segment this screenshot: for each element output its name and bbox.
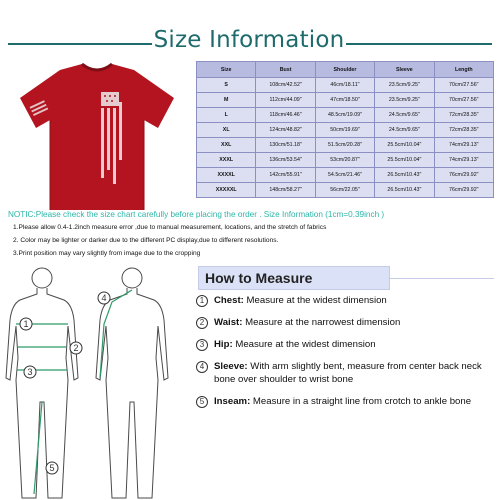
step-label: Hip: — [214, 339, 233, 350]
table-cell: 72cm/28.35" — [434, 108, 493, 123]
table-cell: 56cm/22.05" — [315, 183, 374, 198]
size-chart-table — [196, 61, 494, 198]
table-cell: 70cm/27.56" — [434, 93, 493, 108]
step-description: Measure in a straight line from crotch to ankle bone — [250, 396, 472, 407]
step-number: 5 — [196, 396, 208, 408]
table-cell: 50cm/19.69" — [315, 123, 374, 138]
step-number: 3 — [196, 339, 208, 351]
table-cell: 25.5cm/10.04" — [375, 138, 434, 153]
table-cell: 23.5cm/9.25" — [375, 93, 434, 108]
step-description: Measure at the narrowest dimension — [242, 317, 401, 328]
table-cell: 118cm/46.46" — [256, 108, 315, 123]
table-row — [197, 138, 494, 153]
table-cell: 142cm/55.91" — [256, 168, 315, 183]
table-cell: 112cm/44.09" — [256, 93, 315, 108]
table-cell: 76cm/29.92" — [434, 168, 493, 183]
table-cell: XXXXL — [197, 168, 256, 183]
table-cell: XXL — [197, 138, 256, 153]
column-header: Shoulder — [315, 62, 374, 78]
table-row — [197, 168, 494, 183]
table-cell: S — [197, 78, 256, 93]
table-cell: 53cm/20.87" — [315, 153, 374, 168]
table-cell: 70cm/27.56" — [434, 78, 493, 93]
column-header: Length — [434, 62, 493, 78]
note-measure-error: 1.Please allow 0.4-1.2inch measure error ,due to manual measurement, locations, and the stretch of fabrics — [13, 224, 327, 231]
table-cell: XL — [197, 123, 256, 138]
note-color: 2. Color may be lighter or darker due to the different PC display,due to different resolutions. — [13, 237, 279, 244]
table-cell: XXXL — [197, 153, 256, 168]
table-cell: XXXXXL — [197, 183, 256, 198]
table-header-row — [197, 62, 494, 78]
table-cell: 47cm/18.50" — [315, 93, 374, 108]
table-cell: 23.5cm/9.25" — [375, 78, 434, 93]
step-description: With arm slightly bent, measure from center back neck bone over shoulder to wrist bone — [214, 361, 482, 385]
column-header: Sleeve — [375, 62, 434, 78]
size-notice: NOTIC:Please check the size chart carefully before placing the order . Size Information (1cm=0.39inch ) — [8, 210, 385, 219]
table-cell: 72cm/28.35" — [434, 123, 493, 138]
how-to-measure-rule — [390, 278, 494, 279]
how-to-measure-title: How to Measure — [205, 270, 313, 286]
figure-marker-1: 1 — [23, 319, 29, 329]
table-row — [197, 183, 494, 198]
figure-marker-5: 5 — [49, 463, 55, 473]
front-body-figure — [6, 268, 78, 498]
step-number: 4 — [196, 361, 208, 373]
table-cell: 76cm/29.92" — [434, 183, 493, 198]
table-cell: 46cm/18.11" — [315, 78, 374, 93]
column-header: Bust — [256, 62, 315, 78]
step-label: Sleeve: — [214, 361, 248, 372]
table-cell: 124cm/48.82" — [256, 123, 315, 138]
table-cell: L — [197, 108, 256, 123]
measurement-figures — [0, 262, 190, 500]
table-cell: 26.5cm/10.43" — [375, 168, 434, 183]
table-cell: 24.5cm/9.65" — [375, 108, 434, 123]
table-cell: 130cm/51.18" — [256, 138, 315, 153]
table-cell: 108cm/42.52" — [256, 78, 315, 93]
table-row — [197, 78, 494, 93]
step-label: Chest: — [214, 295, 244, 306]
note-print-position: 3.Print position may vary slightly from image due to the cropping — [13, 250, 201, 257]
table-cell: 54.5cm/21.46" — [315, 168, 374, 183]
column-header: Size — [197, 62, 256, 78]
table-cell: 148cm/58.27" — [256, 183, 315, 198]
title-rule-left — [8, 43, 152, 45]
step-label: Waist: — [214, 317, 243, 328]
table-cell: 74cm/29.13" — [434, 153, 493, 168]
step-number: 1 — [196, 295, 208, 307]
page-title: Size Information — [153, 27, 345, 53]
table-row — [197, 93, 494, 108]
table-cell: 74cm/29.13" — [434, 138, 493, 153]
tshirt-product-image — [2, 62, 192, 214]
table-row — [197, 123, 494, 138]
table-row — [197, 153, 494, 168]
step-description: Measure at the widest dimension — [243, 295, 387, 306]
figure-marker-4: 4 — [101, 293, 107, 303]
table-cell: 24.5cm/9.65" — [375, 123, 434, 138]
table-cell: M — [197, 93, 256, 108]
table-cell: 26.5cm/10.43" — [375, 183, 434, 198]
table-row — [197, 108, 494, 123]
table-cell: 25.5cm/10.04" — [375, 153, 434, 168]
step-label: Inseam: — [214, 396, 251, 407]
step-number: 2 — [196, 317, 208, 329]
figure-marker-2: 2 — [73, 343, 79, 353]
table-cell: 136cm/53.54" — [256, 153, 315, 168]
figure-marker-3: 3 — [27, 367, 33, 377]
step-description: Measure at the widest dimension — [232, 339, 376, 350]
title-rule-right — [346, 43, 492, 45]
table-cell: 48.5cm/19.09" — [315, 108, 374, 123]
table-cell: 51.5cm/20.28" — [315, 138, 374, 153]
how-to-measure-header — [198, 266, 390, 290]
